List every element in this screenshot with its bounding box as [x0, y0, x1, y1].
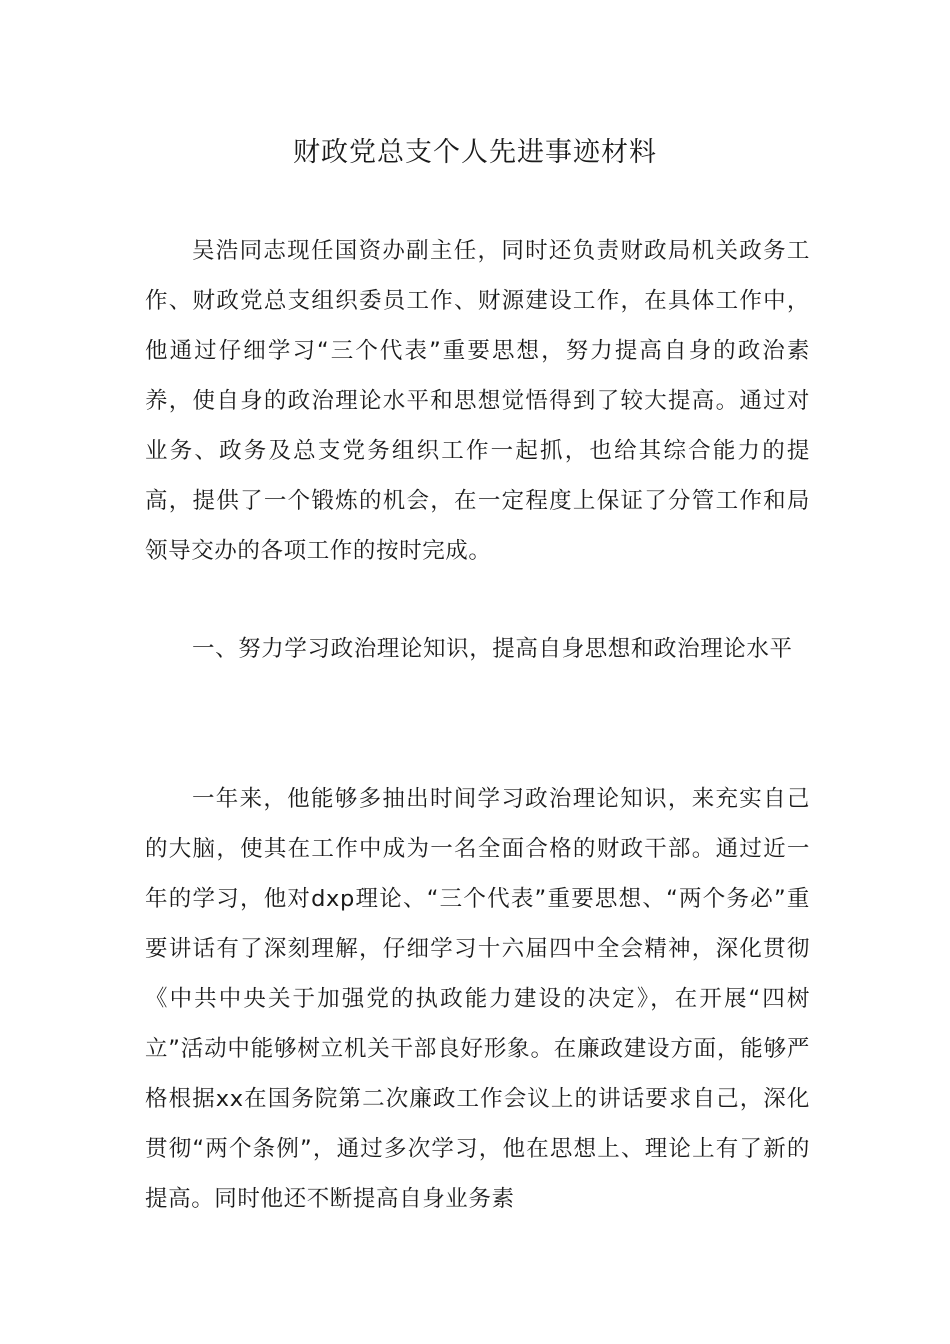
- paragraph-intro: 吴浩同志现任国资办副主任，同时还负责财政局机关政务工作、财政党总支组织委员工作、财源建设工作，在具体工作中，他通过仔细学习“三个代表”重要思想，努力提高自身的政治素养，使自身的政治理论水平和思想觉悟得到了较大提高。通过对业务、政务及总支党务组织工作一起抓，也给其综合能力的提高，提供了一个锻炼的机会，在一定程度上保证了分管工作和局领导交办的各项工作的按时完成。: [145, 238, 810, 564]
- section-heading-1: 一、努力学习政治理论知识，提高自身思想和政治理论水平: [192, 636, 793, 662]
- paragraph-section-1: 一年来，他能够多抽出时间学习政治理论知识，来充实自己的大脑，使其在工作中成为一名全面合格的财政干部。通过近一年的学习，他对dxp理论、“三个代表”重要思想、“两个务必”重要讲话有了深刻理解，仔细学习十六届四中全会精神，深化贯彻《中共中央关于加强党的执政能力建设的决定》，在开展“四树立”活动中能够树立机关干部良好形象。在廉政建设方面，能够严格根据xx在国务院第二次廉政工作会议上的讲话要求自己，深化贯彻“两个条例”，通过多次学习，他在思想上、理论上有了新的提高。同时他还不断提高自身业务素: [145, 786, 810, 1212]
- document-title: 财政党总支个人先进事迹材料: [293, 137, 657, 168]
